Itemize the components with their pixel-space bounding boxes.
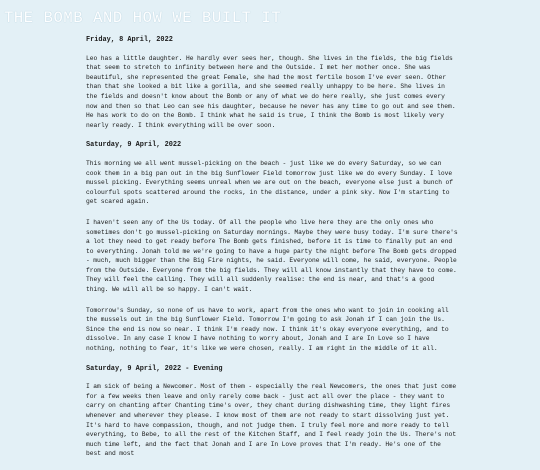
entry-paragraph: This morning we all went mussel-picking on the beach - just like we do every Saturday, so we can cook them in a big pan out in the big Sunflower Field tomorrow just like we do every Sunday. I love mussel picking. Everything seems unreal when we are out on the beach, everyone else just a bunch of colourful spots scattered around the rocks, in the distance, under a pink sky. Now I'm starting to get scared again.	[86, 159, 454, 206]
entry-date: Saturday, 9 April, 2022	[86, 141, 182, 150]
entry-paragraph: I haven't seen any of the Us today. Of all the people who live here they are the only ones who sometimes don't go mussel-picking on Saturday mornings. Maybe they were busy today. I'm sure there's a lot they need to get ready before The Bomb gets finished, before it is time to finally put an end to everything. Jonah told me we're going to have a huge party the night before The Bomb gets dropped - much, much bigger than the Big Fire nights, he said. Everyone will come, he said, everyone. People from the Outside. Everyone from the big fields. They will all know instantly that they have to come. They will feel the calling. They will all suddenly realise: the end is near, and that's a good thing. We will all be so happy. I can't wait.	[86, 218, 458, 294]
entry-paragraph: Leo has a little daughter. He hardly ever sees her, though. She lives in the fields, the big fields that seem to stretch to infinity between here and the Outside. I met her mother once. She was beautiful, she represented the great Female, she had the most fertile bosom I've ever seen. Other than that she looked a bit like a gorilla, and she seemed really unhappy to be here. She lives in the fields and doesn't know about the Bomb or any of what we do here really, she just comes every now and then so that Leo can see his daughter, because he never has any time to go out and see them. He has work to do on the Bomb. I think what he said is true, I think the Bomb is most likely very nearly ready. I think everything will be over soon.	[86, 54, 456, 129]
entry-date: Saturday, 9 April, 2022 - Evening	[86, 364, 223, 373]
diary-content	[86, 36, 458, 470]
diary-entry	[86, 365, 458, 459]
site-title: THE BOMB AND HOW WE BUILT IT	[4, 9, 282, 27]
entry-paragraph: I am sick of being a Newcomer. Most of them - especially the real Newcomers, the ones that just come for a few weeks then leave and only rarely come back - just act all over the place - they want to carry on chanting after Chanting time's over, they chant during dishwashing time, they light fires whenever and wherever they please. I know most of them are not ready to start dissolving just yet. It's hard to have compassion, though, and not judge them. I truly feel more and more ready to tell everything, to Bebe, to all the rest of the Kitchen Staff, and I feel ready join the Us. There's not much time left, and the fact that Jonah and I are In Love proves that I'm ready. He's one of the best and most	[86, 383, 457, 458]
entry-paragraph: Tomorrow's Sunday, so none of us have to work, apart from the ones who want to join in cooking all the mussels out in the big Sunflower Field. Tomorrow I'm going to ask Jonah if I can join the Us. Since the end is now so near. I think I'm ready now. I think it's okay everyone everything, and to dissolve. In any case I know I have nothing to worry about, Jonah and I are In Love so I have nothing, nothing to fear, it's like we were chosen, really. I am right in the middle of it all.	[86, 306, 449, 353]
diary-entry	[86, 141, 458, 353]
diary-entry	[86, 36, 458, 130]
entry-date: Friday, 8 April, 2022	[86, 36, 173, 44]
